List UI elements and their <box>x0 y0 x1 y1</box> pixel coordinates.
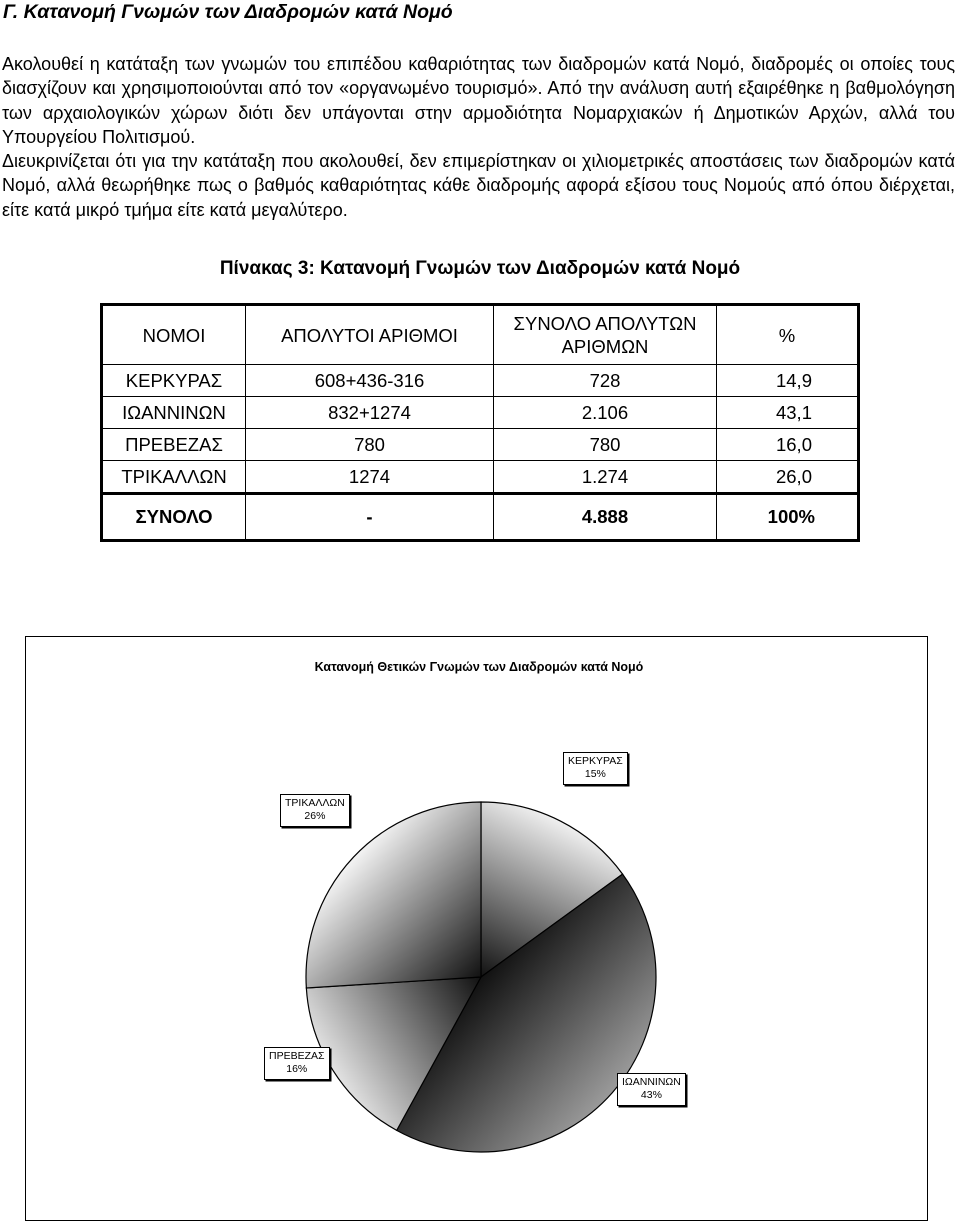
table-total-row <box>102 494 859 541</box>
table-cell: 780 <box>494 429 717 461</box>
paragraph-intro: Ακολουθεί η κατάταξη των γνωμών του επιπέδου καθαριότητας των διαδρομών κατά Νομό, διαδρομές οι οποίες τους διασχίζουν και χρησιμοποιούνται από τον «οργανωμένο τουρισμό». Από την ανάλυση αυτή εξαιρέθηκε η βαθμολόγηση των αρχαιολογικών χώρων διότι δεν υπάγονται στην αρμοδιότητα Νομαρχιακών ή Δημοτικών Αρχών, αλλά του Υπουργείου Πολιτισμού. <box>2 54 955 147</box>
table-cell: 4.888 <box>494 494 717 541</box>
section-heading: Γ. Κατανομή Γνωμών των Διαδρομών κατά Νομό <box>3 1 453 23</box>
table-cell: 26,0 <box>717 461 859 494</box>
table-cell: 780 <box>246 429 494 461</box>
table-caption: Πίνακας 3: Κατανομή Γνωμών των Διαδρομών κατά Νομό <box>219 258 741 279</box>
header-cell: % <box>717 305 859 365</box>
table-cell: 14,9 <box>717 365 859 397</box>
header-cell: ΣΥΝΟΛΟ ΑΠΟΛΥΤΩΝ ΑΡΙΘΜΩΝ <box>494 305 717 365</box>
table-cell: 1.274 <box>494 461 717 494</box>
table-cell: ΙΩΑΝΝΙΝΩΝ <box>102 397 246 429</box>
slice-label: ΚΕΡΚΥΡΑΣ 15% <box>563 752 628 785</box>
table-cell: ΚΕΡΚΥΡΑΣ <box>102 365 246 397</box>
table-cell: ΠΡΕΒΕΖΑΣ <box>102 429 246 461</box>
table-cell: 728 <box>494 365 717 397</box>
paragraph-clarification: Διευκρινίζεται ότι για την κατάταξη που ακολουθεί, δεν επιμερίστηκαν οι χιλιομετρικές αποστάσεις των διαδρομών κατά Νομό, αλλά θεωρήθηκε πως ο βαθμός καθαριότητας κάθε διαδρομής αφορά εξίσου τους Νομούς από όπου διέρχεται, είτε κατά μικρό τμήμα είτε κατά μεγαλύτερο. <box>2 151 955 220</box>
pie-chart <box>25 636 928 1221</box>
table-header-row <box>102 305 859 365</box>
slice-label: ΙΩΑΝΝΙΝΩΝ 43% <box>617 1073 686 1106</box>
header-cell: ΑΠΟΛΥΤΟΙ ΑΡΙΘΜΟΙ <box>246 305 494 365</box>
table-cell: ΤΡΙΚΑΛΛΩΝ <box>102 461 246 494</box>
table-cell: 100% <box>717 494 859 541</box>
table-cell: 43,1 <box>717 397 859 429</box>
table-row <box>102 461 859 494</box>
table-cell: 608+436-316 <box>246 365 494 397</box>
pie-slice-τρικαλλων <box>306 802 481 988</box>
pie-chart-svg <box>26 637 926 1219</box>
table-row <box>102 429 859 461</box>
header-cell: ΝΟΜΟΙ <box>102 305 246 365</box>
table-cell: 16,0 <box>717 429 859 461</box>
table-cell: 832+1274 <box>246 397 494 429</box>
table-row <box>102 365 859 397</box>
table-row <box>102 397 859 429</box>
table-cell: - <box>246 494 494 541</box>
prefecture-table <box>100 303 860 542</box>
body-text <box>2 52 955 222</box>
table-cell: ΣΥΝΟΛΟ <box>102 494 246 541</box>
slice-label: ΠΡΕΒΕΖΑΣ 16% <box>264 1047 330 1080</box>
table-cell: 2.106 <box>494 397 717 429</box>
chart-title: Κατανομή Θετικών Γνωμών των Διαδρομών κατά Νομό <box>314 660 644 674</box>
slice-label: ΤΡΙΚΑΛΛΩΝ 26% <box>280 794 350 827</box>
table-cell: 1274 <box>246 461 494 494</box>
